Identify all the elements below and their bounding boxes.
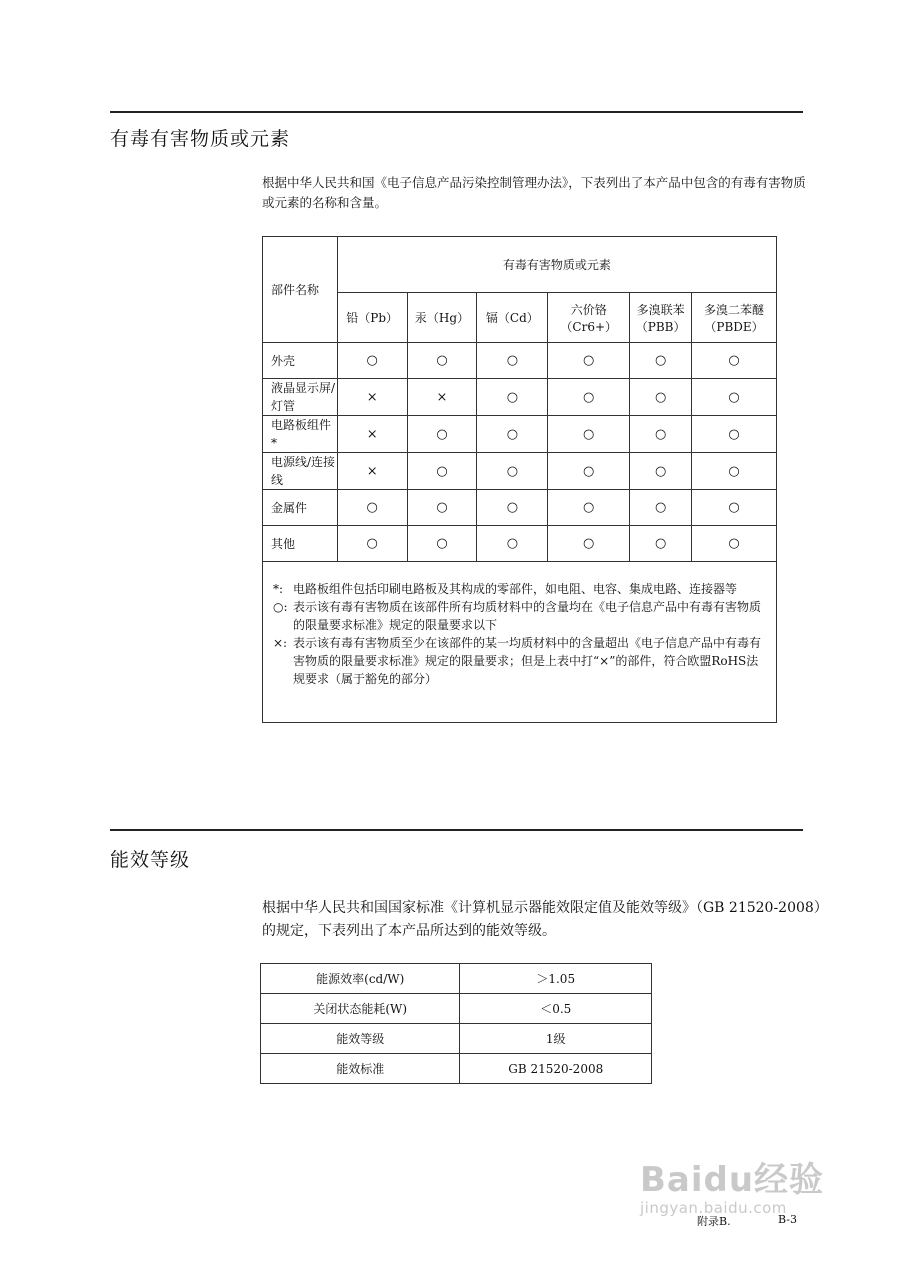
watermark-url: jingyan.baidu.com (640, 1199, 787, 1217)
content-mark: ○ (692, 453, 777, 490)
note-cross: ×: 表示该有毒有害物质至少在该部件的某一均质材料中的含量超出《电子信息产品中有毒有害物质的限量要求标准》规定的限量要求；但是上表中打“×”的部件，符合欧盟RoHS法规要求（属于豁免的部分） (273, 636, 762, 686)
content-mark: ○ (548, 416, 630, 453)
content-mark: ○ (477, 453, 548, 490)
content-mark: ○ (692, 343, 777, 379)
content-mark: ○ (407, 526, 477, 562)
section-divider (110, 829, 803, 831)
part-name: 电路板组件* (263, 416, 338, 453)
table-row (261, 1054, 652, 1084)
content-mark: ○ (407, 416, 477, 453)
efficiency-intro-paragraph: 根据中华人民共和国国家标准《计算机显示器能效限定值及能效等级》（GB 21520-2008）的规定，下表列出了本产品所达到的能效等级。 (262, 900, 821, 939)
part-name: 外壳 (263, 343, 338, 379)
content-mark: ○ (337, 490, 407, 526)
content-mark: ○ (548, 343, 630, 379)
content-mark: ○ (548, 379, 630, 416)
page-number: B-3 (778, 1213, 798, 1226)
content-mark: ○ (407, 453, 477, 490)
content-mark: ○ (630, 343, 692, 379)
content-mark: ○ (477, 526, 548, 562)
content-mark: ○ (630, 490, 692, 526)
efficiency-label: 能效标准 (261, 1054, 460, 1084)
section-title-energy-efficiency: 能效等级 (110, 849, 191, 871)
table-row (261, 964, 652, 994)
efficiency-label: 能效等级 (261, 1024, 460, 1054)
part-name: 金属件 (263, 490, 338, 526)
table-row (263, 416, 777, 453)
part-name: 其他 (263, 526, 338, 562)
table-row (261, 994, 652, 1024)
substance-header: 六价铬 （Cr6+） (548, 293, 630, 343)
content-mark: ○ (548, 490, 630, 526)
table-row (261, 1024, 652, 1054)
content-mark: ○ (630, 379, 692, 416)
efficiency-value: 1级 (460, 1024, 652, 1054)
section-divider (110, 111, 803, 113)
content-mark: ○ (630, 526, 692, 562)
substance-group-header: 有毒有害物质或元素 (337, 237, 776, 293)
content-mark: × (337, 416, 407, 453)
efficiency-value: ＜0.5 (460, 994, 652, 1024)
content-mark: × (337, 379, 407, 416)
baidu-jingyan-watermark (640, 1152, 824, 1217)
efficiency-label: 能源效率(cd/W) (261, 964, 460, 994)
content-mark: ○ (477, 416, 548, 453)
content-mark: × (407, 379, 477, 416)
hazardous-substances-table (262, 236, 777, 723)
substance-header: 铅（Pb） (337, 293, 407, 343)
content-mark: ○ (692, 416, 777, 453)
efficiency-value: GB 21520-2008 (460, 1054, 652, 1084)
table-row (263, 453, 777, 490)
energy-efficiency-table (260, 963, 652, 1084)
table-row (263, 343, 777, 379)
substance-header: 汞（Hg） (407, 293, 477, 343)
table-row (263, 526, 777, 562)
content-mark: ○ (692, 490, 777, 526)
footer-appendix: 附录B. (697, 1215, 731, 1228)
table-row (263, 379, 777, 416)
content-mark: ○ (548, 453, 630, 490)
section-title-hazardous: 有毒有害物质或元素 (110, 128, 291, 150)
part-name-header: 部件名称 (263, 237, 338, 343)
note-circle: ○: 表示该有毒有害物质在该部件所有均质材料中的含量均在《电子信息产品中有毒有害物质的限量要求标准》规定的限量要求以下 (273, 600, 762, 632)
content-mark: ○ (630, 416, 692, 453)
table-row (263, 490, 777, 526)
substance-header: 镉（Cd） (477, 293, 548, 343)
substance-header: 多溴联苯 （PBB） (630, 293, 692, 343)
content-mark: ○ (477, 490, 548, 526)
content-mark: ○ (548, 526, 630, 562)
substance-header: 多溴二苯醚 （PBDE） (692, 293, 777, 343)
content-mark: ○ (337, 526, 407, 562)
content-mark: ○ (407, 490, 477, 526)
efficiency-value: ＞1.05 (460, 964, 652, 994)
part-name: 电源线/连接线 (263, 453, 338, 490)
content-mark: ○ (692, 526, 777, 562)
hazard-intro-paragraph: 根据中华人民共和国《电子信息产品污染控制管理办法》，下表列出了本产品中包含的有毒有害物质或元素的名称和含量。 (262, 175, 806, 210)
content-mark: ○ (692, 379, 777, 416)
content-mark: ○ (477, 379, 548, 416)
content-mark: ○ (407, 343, 477, 379)
content-mark: ○ (477, 343, 548, 379)
part-name: 液晶显示屏/灯管 (263, 379, 338, 416)
note-asterisk: *: 电路板组件包括印刷电路板及其构成的零部件，如电阻、电容、集成电路、连接器等 (273, 582, 738, 596)
content-mark: ○ (630, 453, 692, 490)
content-mark: ○ (337, 343, 407, 379)
content-mark: × (337, 453, 407, 490)
efficiency-label: 关闭状态能耗(W) (261, 994, 460, 1024)
table-notes (263, 562, 777, 723)
watermark-logo: Baidu经验 (640, 1160, 825, 1200)
